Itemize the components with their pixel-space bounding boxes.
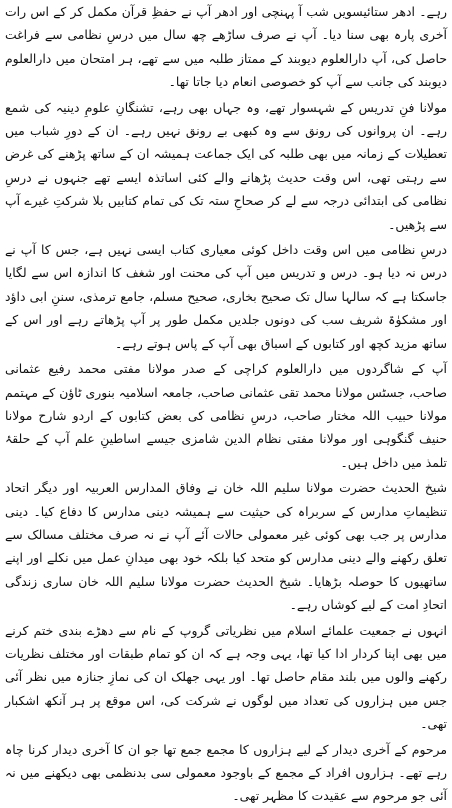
paragraph-curriculum: درسِ نظامی میں اس وقت داخل کوئی معیاری کتاب ایسی نہیں ہے، جس کا آپ نے درس نہ دیا ہو۔ درس و تدریس میں آپ کی محنت اور شغف کا اندازہ اس سے لگایا جاسکتا ہے کہ سالہا سال تک صحیح بخاری، صحیح مسلم، جامع ترمذی، سننِ ابی داؤد اور مشکوٰۃ شریف سب کی دونوں جلدیں مکمل طور پر آپ پڑھاتے رہے اور اس کے ساتھ مزید کچھ اور کتابوں کے اسباق بھی آپ کے پاس ہوتے رہے۔	[5, 242, 447, 351]
paragraph-madaris-defense: شیخ الحدیث حضرت مولانا سلیم اللہ خان نے وفاق المدارس العربیہ اور دیگر اتحاد تنظیماتِ مدارس کے سربراہ کی حیثیت سے ہمیشہ دینی مدارس کا دفاع کیا۔ دینی مدارس پر جب بھی کوئی غیر معمولی حالات آئے آپ نے نہ صرف مختلف مسالک سے تعلق رکھنے والے دینی مدارس کو متحد کیا بلکہ خود بھی میدانِ عمل میں نکلے اور اپنے ساتھیوں کا حوصلہ بڑھایا۔ شیخ الحدیث حضرت مولانا سلیم اللہ خان ساری زندگی اتحادِ امت کے لیے کوشاں رہے۔	[5, 480, 447, 613]
paragraph-graduation: رہے۔ ادھر ستائیسویں شب آ پہنچی اور ادھر آپ نے حفظِ قرآن مکمل کر کے اس رات آخری پارہ بھی سنا دیا۔ آپ نے صرف ساڑھے چھ سال میں درسِ نظامی سے فراغت حاصل کی، آپ دارالعلوم دیوبند کے ممتاز طلبہ میں سے تھے، ہر امتحان میں دارالعلوم دیوبند کی جانب سے آپ کو خصوصی انعام دیا جاتا تھا۔	[5, 4, 447, 90]
paragraph-students: آپ کے شاگردوں میں دارالعلوم کراچی کے صدر مولانا مفتی محمد رفیع عثمانی صاحب، جسٹس مولانا محمد تقی عثمانی صاحب، جامعہ اسلامیہ بنوری ٹاؤن کے مہتمم مولانا حبیب اللہ مختار صاحب، درسِ نظامی کی بعض کتابوں کے اردو شارح مولانا حنیف گنگوہی اور مولانا مفتی نظام الدین شامزی جیسے اساطینِ علم آپ کے حلقۂ تلمذ میں داخل ہیں۔	[5, 361, 447, 470]
paragraph-teaching: مولانا فنِ تدریس کے شہسوار تھے، وہ جہاں بھی رہے، تشنگانِ علومِ دینیہ کی شمع رہے۔ ان پروانوں کی رونق سے وہ کبھی بے رونق نہیں رہے۔ ان کے دورِ شباب میں تعطیلات کے زمانہ میں بھی طلبہ کی ایک جماعت ہمیشہ ان کے ساتھ پڑھنے کی غرض سے رہتی تھی، اس وقت حدیث پڑھانے والے کئی اساتذہ ایسے تھے جنہوں نے درسِ نظامی کی ابتدائی درجہ سے لے کر صحاحِ ستہ تک کی تمام کتابیں بلا شرکتِ غیرے آپ سے پڑھیں۔	[5, 99, 447, 232]
article-body	[5, 0, 447, 804]
paragraph-funeral: مرحوم کے آخری دیدار کے لیے ہزاروں کا مجمع جمع تھا جو ان کا آخری دیدار کرنا چاہ رہے تھے۔ ہزاروں افراد کے مجمع کے باوجود معمولی سی بدنظمی بھی دیکھنے میں نہ آئی جو مرحوم سے عقیدت کا مظہر تھی۔	[5, 741, 447, 804]
paragraph-unity: انہوں نے جمعیت علمائے اسلام میں نظریاتی گروپ کے نام سے دھڑے بندی ختم کرنے میں بھی اپنا کردار ادا کیا تھا، یہی وجہ ہے کہ ان کو تمام طبقات اور مختلف نظریات رکھنے والوں میں بلند مقام حاصل تھا۔ اور یہی جھلک ان کی نمازِ جنازہ میں نظر آئی جس میں ہزاروں کی تعداد میں لوگوں نے شرکت کی، اس موقع پر ہر آنکھ اشکبار تھی۔	[5, 622, 447, 732]
